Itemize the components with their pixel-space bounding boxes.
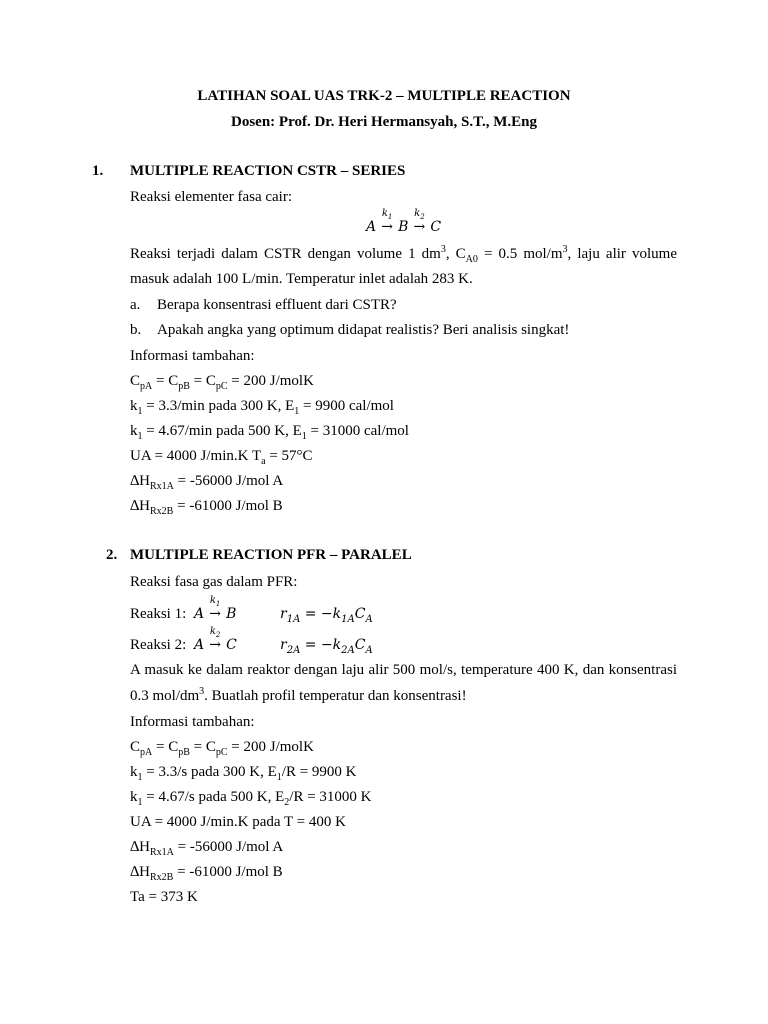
document-title: LATIHAN SOAL UAS TRK-2 – MULTIPLE REACTION <box>197 88 571 104</box>
question-a-text: Berapa konsentrasi effluent dari CSTR? <box>157 297 397 313</box>
section-2-intro: Reaksi fasa gas dalam PFR: <box>130 574 298 590</box>
question-a-label: a. <box>130 297 141 313</box>
section-1-rate-constant-2: $k_1 = 4.67/\min$ pada 500 K, $E_1 = 31000$ cal/mol <box>130 423 409 442</box>
reaction-1-label: Reaksi 1: <box>130 606 187 622</box>
section-1-heat-transfer: UA = 4000 J/min.K $T_a = 57^\circ C$ <box>130 448 313 467</box>
section-2-description-line-2: 0.3 mol/$dm^3$. Buatlah profil temperatur dan konsentrasi! <box>130 686 467 704</box>
section-1-enthalpy-2: $\Delta H_{Rx2B} = -61000$ J/mol B <box>130 498 283 517</box>
section-2-rate-constant-2: $k_1 = 4.67/s$ pada 500 K, $E_2/R = 31000$ K <box>130 789 372 808</box>
section-2-enthalpy-1: $\Delta H_{Rx1A} = -56000$ J/mol A <box>130 839 284 858</box>
section-1-heading: MULTIPLE REACTION CSTR – SERIES <box>130 163 406 179</box>
section-2-heading: MULTIPLE REACTION PFR – PARALEL <box>130 547 412 563</box>
reaction-2-label: Reaksi 2: <box>130 637 187 653</box>
section-2-heat-transfer: UA = 4000 J/min.K pada T = 400 K <box>130 814 346 830</box>
series-reaction-equation: A $k_1$ → B $k_2$ → C <box>366 208 442 235</box>
section-1-description-line-2: masuk adalah 100 L/min. Temperatur inlet adalah 283 K. <box>130 271 473 287</box>
reaction-2-equation: A $k_2$ → C <box>194 626 237 653</box>
section-1-description-line-1: Reaksi terjadi dalam CSTR dengan volume 1 $dm^3$, $C_{A0} = 0.5$ mol/$m^3$, laju alir volume <box>130 244 677 265</box>
question-b-label: b. <box>130 322 142 338</box>
section-1-number: 1. <box>92 163 104 179</box>
reaction-2-rate-law: $r_{2A} = -k_{2A}C_A$ <box>280 637 373 656</box>
question-b-text: Apakah angka yang optimum didapat realistis? Beri analisis singkat! <box>157 322 570 338</box>
section-1-rate-constant-1: $k_1 = 3.3/\min$ pada 300 K, $E_1 = 9900$ cal/mol <box>130 398 394 417</box>
reaction-1-equation: A $k_1$ → B <box>194 595 237 622</box>
section-2-rate-constant-1: $k_1 = 3.3/s$ pada 300 K, $E_1/R = 9900$ K <box>130 764 357 783</box>
section-2-description-line-1: A masuk ke dalam reaktor dengan laju alir 500 mol/s, temperature 400 K, dan konsentrasi <box>130 662 677 678</box>
section-1-info-label: Informasi tambahan: <box>130 348 255 364</box>
section-1-heat-capacity: $C_{pA} = C_{pB} = C_{pC} = 200$ J/molK <box>130 373 314 392</box>
section-1-enthalpy-1: $\Delta H_{Rx1A} = -56000$ J/mol A <box>130 473 284 492</box>
reaction-1-rate-law: $r_{1A} = -k_{1A}C_A$ <box>280 606 373 625</box>
section-2-info-label: Informasi tambahan: <box>130 714 255 730</box>
lecturer-line: Dosen: Prof. Dr. Heri Hermansyah, S.T., M.Eng <box>231 114 537 130</box>
section-2-ambient-temperature: Ta = 373 K <box>130 889 198 905</box>
section-2-heat-capacity: $C_{pA} = C_{pB} = C_{pC} = 200$ J/molK <box>130 739 314 758</box>
section-2-number: 2. <box>106 547 118 563</box>
section-1-intro: Reaksi elementer fasa cair: <box>130 189 292 205</box>
section-2-enthalpy-2: $\Delta H_{Rx2B} = -61000$ J/mol B <box>130 864 283 883</box>
